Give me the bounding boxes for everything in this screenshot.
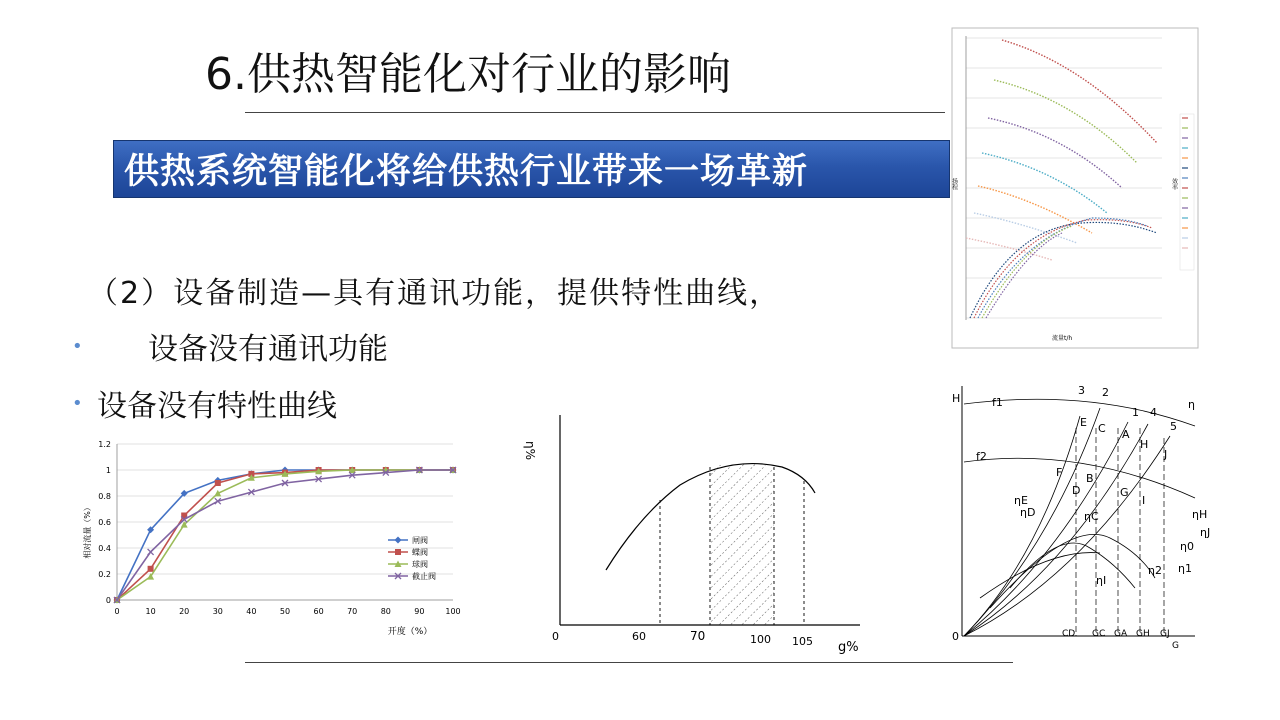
series-square [114,467,456,603]
svg-text:1: 1 [1132,406,1139,419]
series-triangle [114,467,457,604]
pump-chart-xlabel: 流量t/h [1052,335,1073,342]
x-tick-label: 60 [313,607,324,616]
svg-text:ηC: ηC [1084,510,1099,523]
x-tick-label: 100 [445,607,461,616]
svg-text:2: 2 [1102,386,1109,399]
pump-chart-ylabel: 扬程 [950,178,958,190]
slide-title: 6.供热智能化对行业的影响 [205,49,731,100]
valve-chart-series [114,467,457,604]
svg-text:f1: f1 [992,396,1003,409]
data-point [215,480,221,486]
legend-label: 截止阀 [412,572,436,581]
x-tick-label: 10 [145,607,156,616]
svg-text:η0: η0 [1180,540,1194,553]
pump-chart-y2label: 效率 [1170,178,1178,190]
y-tick-label: 0 [105,596,111,605]
y-tick-label: 1 [105,466,111,475]
svg-text:ηJ: ηJ [1200,526,1211,539]
svg-text:3: 3 [1078,384,1085,397]
eff-shaded-band [710,464,774,626]
svg-text:4: 4 [1150,406,1157,419]
efficiency-sketch-chart [520,405,880,660]
svg-text:η: η [1188,398,1195,411]
svg-text:ηD: ηD [1020,506,1036,519]
legend-label: 蝶阀 [412,548,428,557]
svg-text:ηI: ηI [1096,574,1107,587]
y-tick-label: 0.4 [98,544,111,553]
svg-text:0: 0 [952,630,959,643]
intro-text: （2）设备制造—具有通讯功能，提供特性曲线， [88,276,782,311]
x-tick-label: 50 [279,607,291,616]
diagram-labels [952,384,1210,651]
data-point [395,537,402,544]
bullet-item-1: 设备没有通讯功能 [148,332,388,367]
bullet-dot-2: • [72,393,83,414]
svg-text:η2: η2 [1148,564,1162,577]
data-point [214,490,221,497]
pump-curve-chart [952,28,1198,348]
series-diamond [114,467,457,604]
svg-text:J: J [1164,448,1168,461]
eff-xtick-105: 105 [792,635,813,648]
svg-text:I: I [1142,494,1146,507]
svg-text:G: G [1120,486,1129,499]
eff-xtick-70: 70 [690,629,706,643]
svg-text:G: G [1172,641,1179,651]
svg-text:H: H [952,392,961,405]
svg-text:GJ: GJ [1160,629,1170,639]
valve-chart-legend [388,535,436,581]
svg-text:E: E [1080,416,1087,429]
svg-text:D: D [1072,484,1081,497]
x-tick-label: 40 [246,607,257,616]
x-tick-label: 70 [347,607,358,616]
bullet-dot-1: • [72,336,83,357]
svg-text:F: F [1056,466,1063,479]
series-line [117,470,453,600]
x-tick-label: 0 [114,607,120,616]
eff-xtick-60: 60 [632,630,646,643]
x-tick-label: 80 [380,607,391,616]
x-tick-label: 30 [212,607,223,616]
svg-text:GC: GC [1092,629,1106,639]
pump-network-diagram [950,378,1230,650]
legend-label: 球阀 [412,560,428,569]
eff-xlabel: g% [838,640,859,655]
headline-banner: 供热系统智能化将给供热行业带来一场革新 [113,140,950,198]
svg-text:ηE: ηE [1014,494,1028,507]
x-tick-label: 20 [179,607,190,616]
title-divider [245,112,945,113]
svg-text:ηH: ηH [1192,508,1208,521]
eff-xtick-0: 0 [552,630,559,643]
eff-ylabel: η% [523,441,537,461]
eff-xtick-100: 100 [750,633,771,646]
y-tick-label: 1.2 [98,440,111,449]
svg-text:C: C [1098,422,1106,435]
svg-text:GH: GH [1136,629,1150,639]
data-point [395,549,401,555]
svg-text:B: B [1086,472,1094,485]
y-tick-label: 0.6 [98,518,111,527]
y-tick-label: 0.2 [98,570,111,579]
bullet-item-2: 设备没有特性曲线 [97,389,337,424]
diagram-pump-curves [964,399,1195,636]
svg-text:H: H [1140,438,1149,451]
svg-text:CD: CD [1062,629,1076,639]
diagram-guide-lines [1076,428,1164,636]
svg-text:5: 5 [1170,420,1177,433]
valve-chart-ylabel: 相对流量（%） [83,503,92,559]
svg-text:η1: η1 [1178,562,1192,575]
x-tick-label: 90 [414,607,425,616]
svg-text:A: A [1122,428,1130,441]
svg-text:GA: GA [1114,629,1128,639]
valve-chart-xlabel: 开度（%） [387,627,433,637]
y-tick-label: 0.8 [98,492,111,501]
legend-label: 闸阀 [412,536,428,545]
svg-text:f2: f2 [976,450,987,463]
data-point [148,566,154,572]
valve-characteristic-chart [80,436,472,642]
bottom-divider [245,662,1013,663]
series-x [114,467,456,603]
